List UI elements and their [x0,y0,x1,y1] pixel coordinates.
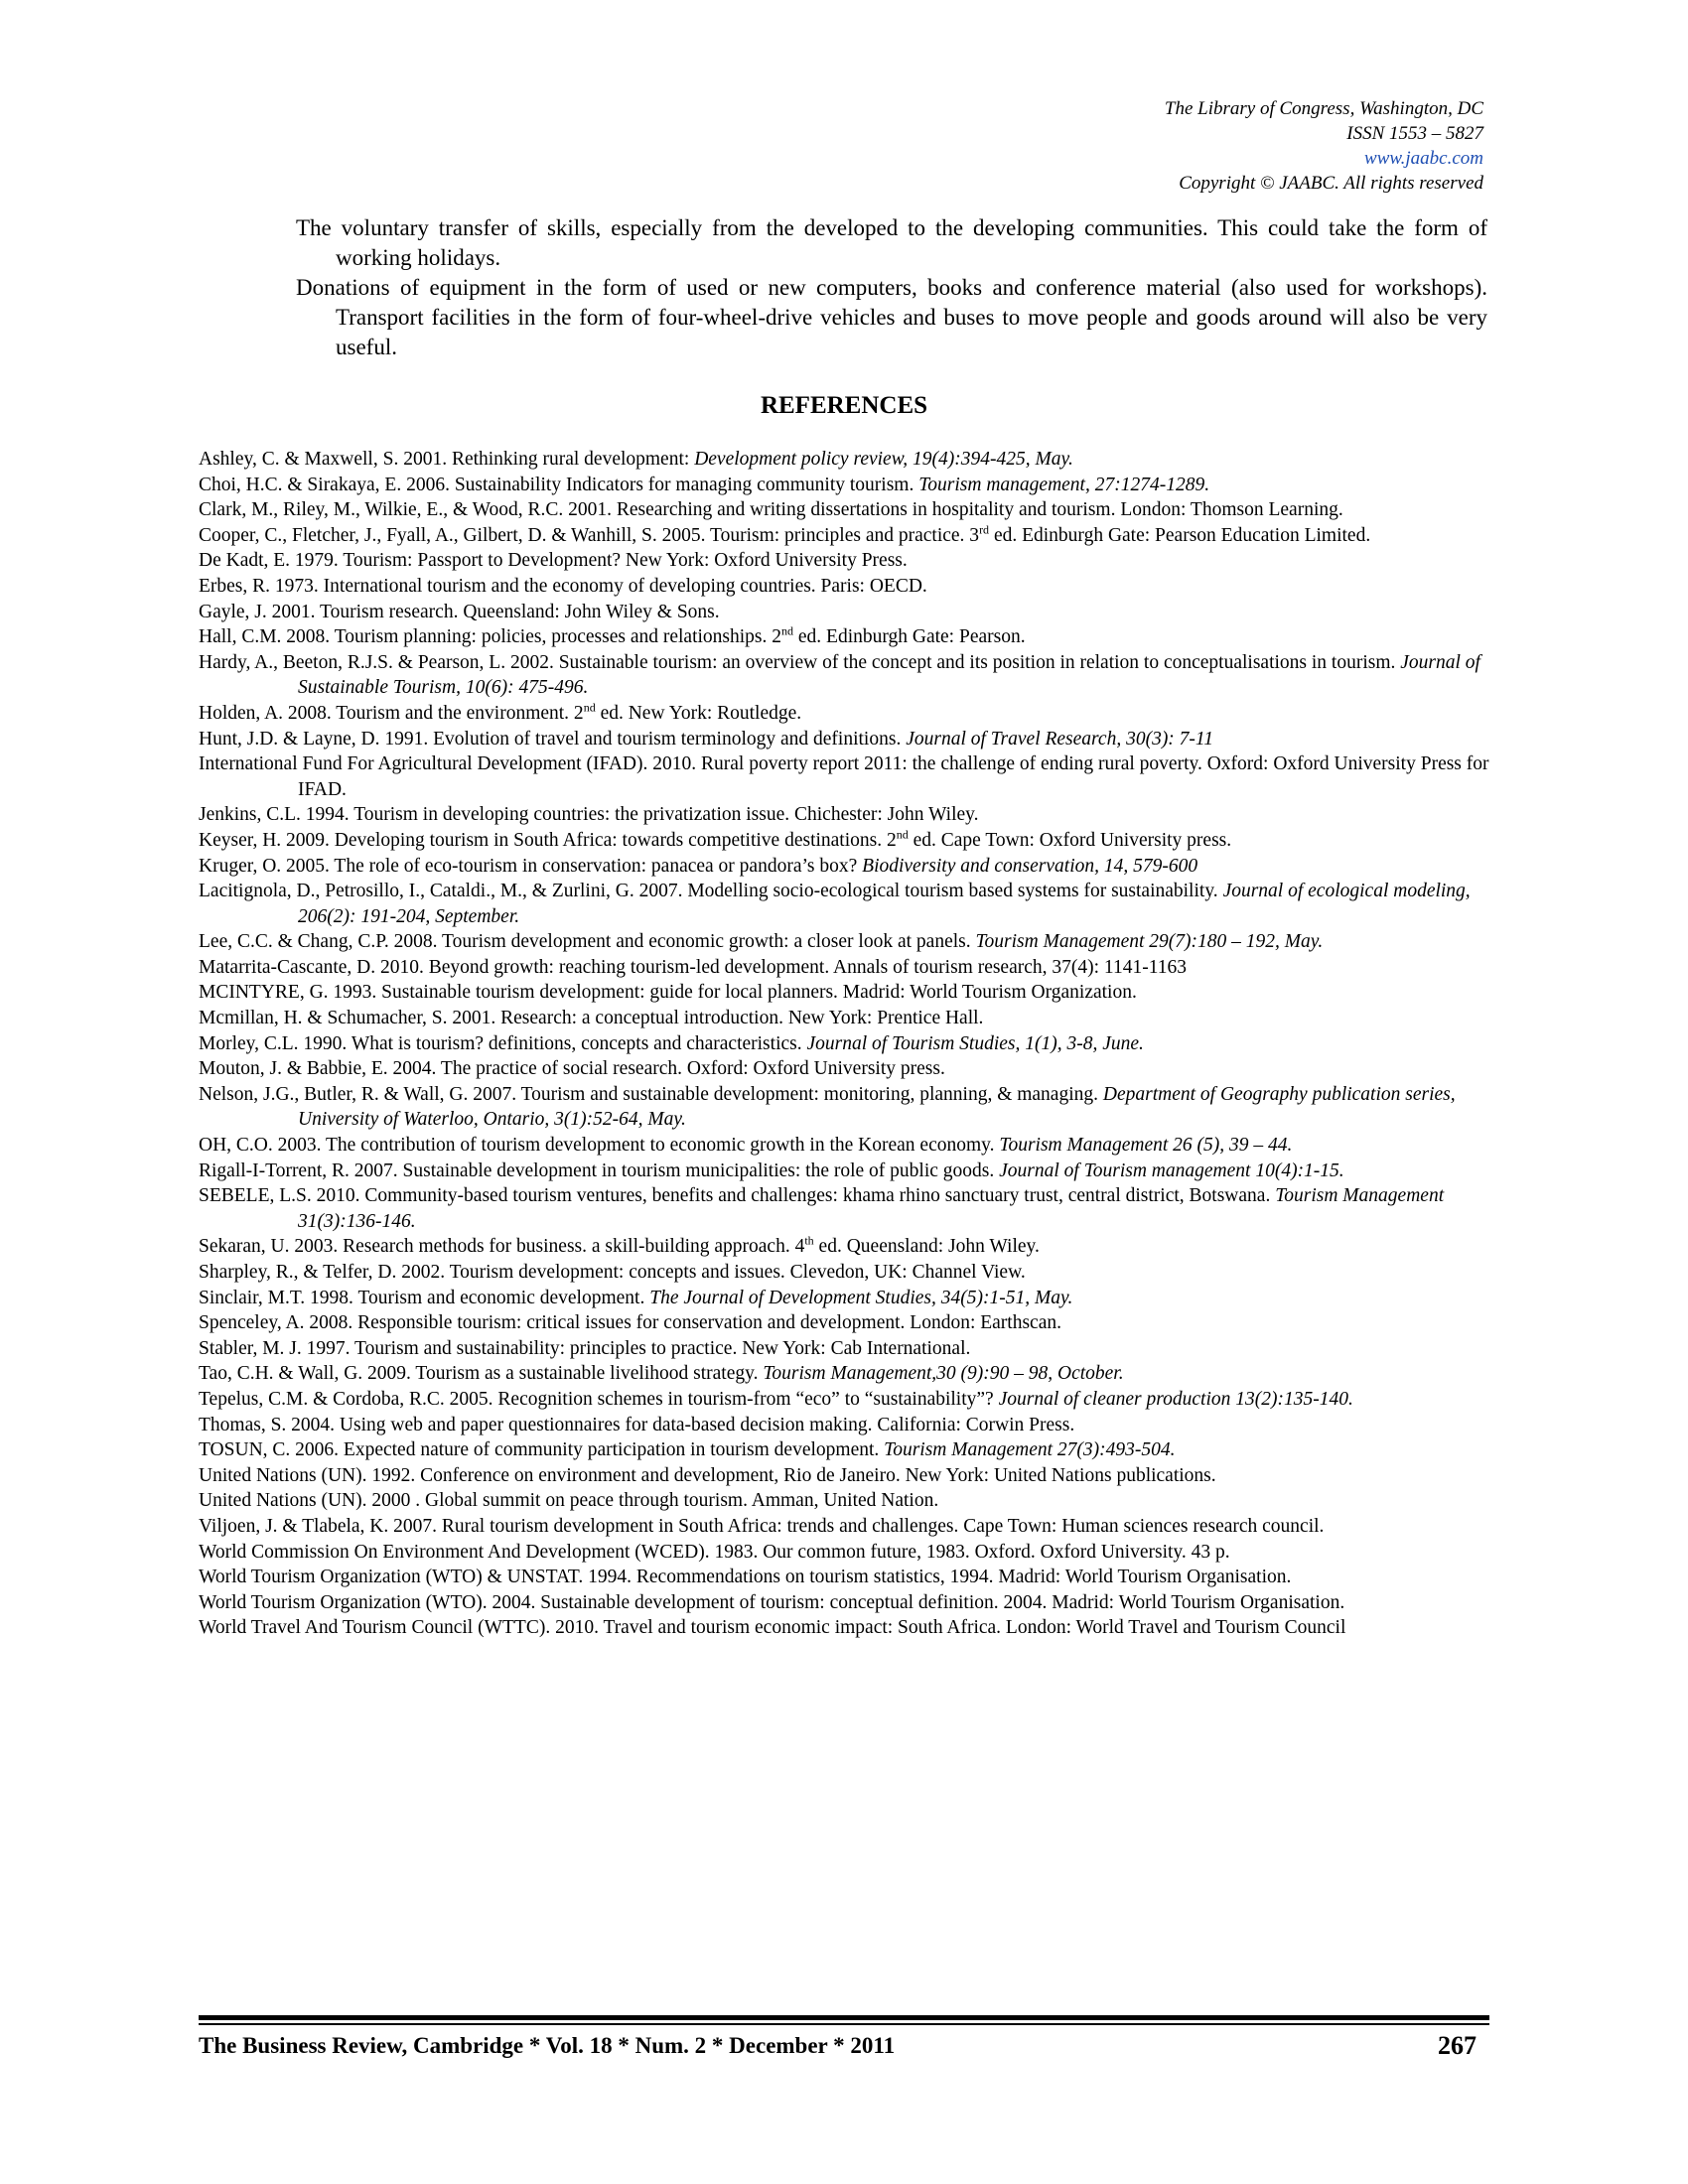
reference-entry [199,1310,1489,1336]
reference-source: The Journal of Development Studies, 34(5):1-51, May. [649,1287,1073,1308]
reference-source: Journal of Tourism Studies, 1(1), 3-8, June. [806,1032,1144,1054]
reference-entry [199,1437,1489,1463]
reference-superscript: rd [979,522,990,537]
reference-entry [199,1413,1489,1438]
reference-entry [199,650,1489,701]
reference-source: Journal of ecological modeling, 206(2): 191-204, September. [298,881,1471,927]
reference-entry [199,828,1489,854]
reference-entry [199,802,1489,828]
reference-source: Journal of Travel Research, 30(3): 7-11 [906,728,1213,750]
reference-text: Rigall-I-Torrent, R. 2007. Sustainable development in tourism municipalities: the role of public goods. [199,1160,1000,1181]
reference-text: De Kadt, E. 1979. Tourism: Passport to Development? New York: Oxford University Press. [199,550,908,572]
reference-text: OH, C.O. 2003. The contribution of tourism development to economic growth in the Korean economy. [199,1135,1000,1157]
header-library: The Library of Congress, Washington, DC [1164,98,1483,119]
reference-text: Mouton, J. & Babbie, E. 2004. The practice of social research. Oxford: Oxford University press. [199,1058,945,1080]
reference-entry [199,1260,1489,1286]
reference-text: Hardy, A., Beeton, R.J.S. & Pearson, L. 2002. Sustainable tourism: an overview of the concept and its position in relation to conceptualisations in tourism. [199,651,1401,673]
reference-entry [199,574,1489,600]
reference-text-after: ed. New York: Routledge. [595,702,802,724]
reference-source: Development policy review, 19(4):394-425, May. [694,449,1073,470]
reference-entry [199,1463,1489,1489]
reference-text: Tepelus, C.M. & Cordoba, R.C. 2005. Recognition schemes in tourism-from “eco” to “sustainability”? [199,1388,999,1410]
reference-text: Cooper, C., Fletcher, J., Fyall, A., Gilbert, D. & Wanhill, S. 2005. Tourism: principles and practice. 3 [199,524,980,546]
reference-entry [199,1006,1489,1031]
reference-entry [199,727,1489,752]
reference-text-after: ed. Edinburgh Gate: Pearson. [793,626,1026,648]
journal-header [1165,96,1483,196]
reference-entry [199,447,1489,473]
reference-entry [199,1387,1489,1413]
reference-text: Choi, H.C. & Sirakaya, E. 2006. Sustainability Indicators for managing community tourism. [199,474,919,495]
reference-source: Tourism Management 31(3):136-146. [298,1185,1445,1232]
reference-text: United Nations (UN). 2000 . Global summit on peace through tourism. Amman, United Nation. [199,1490,939,1512]
reference-text: Gayle, J. 2001. Tourism research. Queensland: John Wiley & Sons. [199,601,720,622]
footer-journal-info: The Business Review, Cambridge * Vol. 18 * Num. 2 * December * 2011 [199,2033,896,2058]
reference-text: MCINTYRE, G. 1993. Sustainable tourism development: guide for local planners. Madrid: World Tourism Organization. [199,982,1137,1004]
reference-entry [199,1133,1489,1159]
reference-entry [199,548,1489,574]
reference-text: Keyser, H. 2009. Developing tourism in South Africa: towards competitive destinations. 2 [199,829,897,851]
reference-text: International Fund For Agricultural Development (IFAD). 2010. Rural poverty report 2011: the challenge of ending rural poverty. Oxford: Oxford University Press for IFAD. [199,753,1489,800]
reference-text: Lee, C.C. & Chang, C.P. 2008. Tourism development and economic growth: a closer look at panels. [199,931,976,953]
reference-text: World Travel And Tourism Council (WTTC). 2010. Travel and tourism economic impact: South Africa. London: World Travel and Tourism Council [199,1617,1346,1639]
reference-text: Viljoen, J. & Tlabela, K. 2007. Rural tourism development in South Africa: trends and challenges. Cape Town: Human sciences research council. [199,1515,1325,1537]
reference-text: World Tourism Organization (WTO). 2004. Sustainable development of tourism: conceptual definition. 2004. Madrid: World Tourism Organisation. [199,1591,1345,1613]
reference-entry [199,523,1489,549]
reference-text: Erbes, R. 1973. International tourism and the economy of developing countries. Paris: OECD. [199,575,927,597]
reference-entry [199,879,1489,929]
reference-source: Tourism Management 29(7):180 – 192, May. [975,931,1324,953]
references-heading: REFERENCES [760,392,928,419]
reference-text: Stabler, M. J. 1997. Tourism and sustainability: principles to practice. New York: Cab International. [199,1337,971,1359]
reference-text: Hunt, J.D. & Layne, D. 1991. Evolution of travel and tourism terminology and definitions. [199,728,907,750]
reference-text: TOSUN, C. 2006. Expected nature of community participation in tourism development. [199,1439,885,1461]
reference-entry [199,929,1489,955]
reference-list [199,447,1489,1641]
reference-superscript: nd [781,623,793,638]
reference-text: Hall, C.M. 2008. Tourism planning: policies, processes and relationships. 2 [199,626,781,648]
footer-rule-thin [199,2023,1489,2025]
reference-text: Kruger, O. 2005. The role of eco-tourism in conservation: panacea or pandora’s box? [199,855,863,877]
reference-text: Matarrita-Cascante, D. 2010. Beyond growth: reaching tourism-led development. Annals of tourism research, 37(4): 1141-1163 [199,956,1187,978]
reference-superscript: nd [583,700,596,715]
reference-entry [199,1540,1489,1566]
reference-text: Spenceley, A. 2008. Responsible tourism: critical issues for conservation and development. London: Earthscan. [199,1312,1061,1334]
reference-text: Thomas, S. 2004. Using web and paper questionnaires for data-based decision making. California: Corwin Press. [199,1414,1075,1435]
reference-text: Sekaran, U. 2003. Research methods for business. a skill-building approach. 4 [199,1236,805,1258]
reference-text: Jenkins, C.L. 1994. Tourism in developing countries: the privatization issue. Chichester: John Wiley. [199,804,979,826]
reference-entry [199,701,1489,727]
header-website-link[interactable]: www.jaabc.com [1364,148,1483,169]
reference-text: Morley, C.L. 1990. What is tourism? definitions, concepts and characteristics. [199,1032,807,1054]
reference-entry [199,1336,1489,1362]
reference-source: Tourism Management,30 (9):90 – 98, October. [763,1363,1124,1385]
reference-entry [199,980,1489,1006]
reference-text: Nelson, J.G., Butler, R. & Wall, G. 2007. Tourism and sustainable development: monitoring, planning, & managing. [199,1083,1103,1105]
reference-entry [199,473,1489,498]
reference-text: United Nations (UN). 1992. Conference on environment and development, Rio de Janeiro. New York: United Nations publications. [199,1464,1216,1486]
reference-text: Holden, A. 2008. Tourism and the environment. 2 [199,702,584,724]
reference-text: World Commission On Environment And Development (WCED). 1983. Our common future, 1983. Oxford. Oxford University. 43 p. [199,1541,1230,1563]
reference-text: World Tourism Organization (WTO) & UNSTAT. 1994. Recommendations on tourism statistics, 1994. Madrid: World Tourism Organisation. [199,1567,1292,1588]
reference-entry [199,1361,1489,1387]
reference-text-after: ed. Queensland: John Wiley. [813,1236,1040,1258]
reference-source: Tourism Management 27(3):493-504. [884,1439,1176,1461]
reference-entry [199,497,1489,523]
reference-text: Ashley, C. & Maxwell, S. 2001. Rethinking rural development: [199,449,695,470]
reference-entry [199,1590,1489,1616]
reference-entry [199,751,1489,802]
body-text [296,213,1487,362]
reference-entry [199,1056,1489,1082]
reference-text-after: ed. Cape Town: Oxford University press. [908,829,1232,851]
reference-entry [199,1488,1489,1514]
reference-source: Biodiversity and conservation, 14, 579-600 [862,855,1198,877]
reference-text: Sharpley, R., & Telfer, D. 2002. Tourism development: concepts and issues. Clevedon, UK: Channel View. [199,1262,1026,1283]
reference-text: Clark, M., Riley, M., Wilkie, E., & Wood, R.C. 2001. Researching and writing dissertations in hospitality and tourism. London: Thomson Learning. [199,499,1343,521]
page-number: 267 [1438,2031,1477,2060]
reference-source: Journal of Sustainable Tourism, 10(6): 475-496. [298,651,1480,699]
paragraph-equipment-donations: Donations of equipment in the form of used or new computers, books and conference material (also used for workshops). Transport facilities in the form of four-wheel-drive vehicles and buses to move people and goods around will also be very useful. [296,275,1487,359]
reference-text: Mcmillan, H. & Schumacher, S. 2001. Research: a conceptual introduction. New York: Prentice Hall. [199,1008,984,1029]
reference-entry [199,1615,1489,1641]
reference-entry [199,624,1489,650]
reference-entry [199,1159,1489,1184]
reference-entry [199,955,1489,981]
header-copyright: Copyright © JAABC. All rights reserved [1179,173,1483,194]
reference-entry [199,600,1489,625]
reference-text: SEBELE, L.S. 2010. Community-based tourism ventures, benefits and challenges: khama rhino sanctuary trust, central district, Botswana. [199,1185,1276,1207]
reference-entry [199,1565,1489,1590]
reference-entry [199,1031,1489,1057]
reference-source: Tourism Management 26 (5), 39 – 44. [999,1135,1293,1157]
paragraph-skills-transfer: The voluntary transfer of skills, especially from the developed to the developing communities. This could take the form of working holidays. [296,215,1487,270]
reference-entry [199,1082,1489,1133]
reference-superscript: nd [896,827,909,842]
reference-text: Tao, C.H. & Wall, G. 2009. Tourism as a sustainable livelihood strategy. [199,1363,764,1385]
reference-source: Tourism management, 27:1274-1289. [918,474,1210,495]
reference-source: Department of Geography publication series, University of Waterloo, Ontario, 3(1):52-64, May. [298,1083,1456,1131]
reference-entry [199,854,1489,880]
reference-source: Journal of Tourism management 10(4):1-15. [999,1160,1344,1181]
reference-text-after: ed. Edinburgh Gate: Pearson Education Limited. [989,524,1371,546]
reference-text: Lacitignola, D., Petrosillo, I., Cataldi., M., & Zurlini, G. 2007. Modelling socio-ecological tourism based systems for sustainability. [199,881,1223,902]
header-issn: ISSN 1553 – 5827 [1346,123,1483,144]
reference-entry [199,1183,1489,1234]
reference-entry [199,1234,1489,1260]
reference-entry [199,1286,1489,1311]
reference-superscript: th [804,1233,814,1248]
reference-entry [199,1514,1489,1540]
reference-source: Journal of cleaner production 13(2):135-140. [998,1388,1353,1410]
reference-text: Sinclair, M.T. 1998. Tourism and economic development. [199,1287,650,1308]
footer-rule-thick [199,2015,1489,2020]
